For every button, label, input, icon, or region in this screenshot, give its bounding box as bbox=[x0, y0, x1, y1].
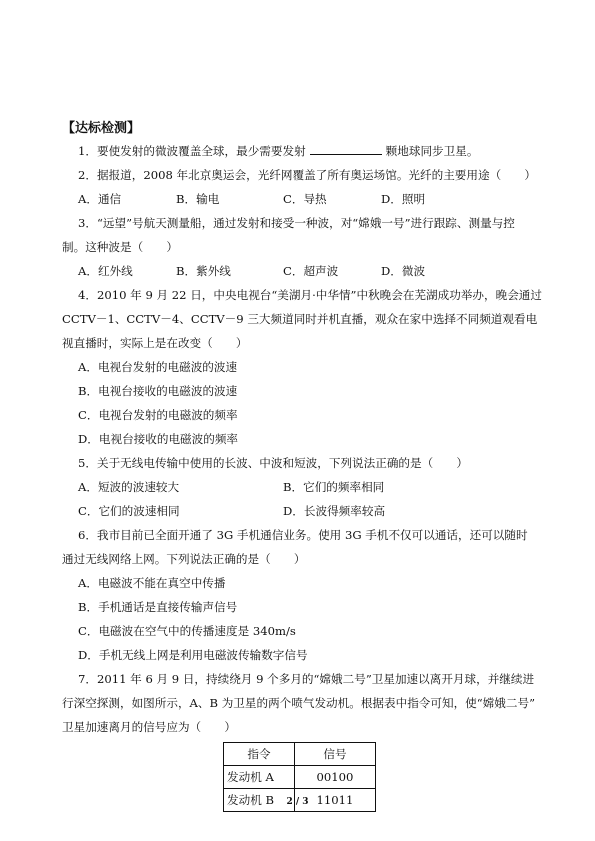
question-3-option-a: A．红外线 bbox=[78, 264, 133, 278]
question-3-stem-line-2: 制。这种波是（ ） bbox=[62, 240, 178, 254]
question-2-stem: 2．据报道，2008 年北京奥运会，光纤网覆盖了所有奥运场馆。光纤的主要用途（ ） bbox=[78, 168, 536, 182]
table-cell-command: 发动机 A bbox=[224, 766, 295, 789]
question-5-option-d: D．长波得频率较高 bbox=[283, 504, 386, 518]
question-4-stem-line-3: 视直播时，实际上是在改变（ ） bbox=[62, 336, 248, 350]
section-title: 【达标检测】 bbox=[62, 121, 141, 136]
question-2-option-c: C．导热 bbox=[283, 192, 327, 206]
question-4-option-d: D．电视台接收的电磁波的频率 bbox=[78, 432, 239, 446]
question-3-option-c: C．超声波 bbox=[283, 264, 339, 278]
question-6-option-b: B．手机通话是直接传输声信号 bbox=[78, 600, 238, 614]
table-cell-command: 发动机 B bbox=[224, 789, 295, 812]
question-1-text-end: 颗地球同步卫星。 bbox=[385, 144, 479, 158]
table-cell-signal: 11011 bbox=[295, 789, 376, 812]
question-7-stem-line-1: 7．2011 年 6 月 9 日，持续绕月 9 个多月的“嫦娥二号”卫星加速以离开月球，并继续进 bbox=[78, 672, 535, 686]
table-cell-signal: 00100 bbox=[295, 766, 376, 789]
question-6-option-c: C．电磁波在空气中的传播速度是 340m/s bbox=[78, 624, 296, 638]
table-row bbox=[224, 766, 376, 789]
question-4-stem-line-1: 4．2010 年 9 月 22 日，中央电视台“美湖月·中华情”中秋晚会在芜湖成功举办，晚会通过 bbox=[78, 288, 542, 302]
question-7-stem-line-3: 卫星加速离月的信号应为（ ） bbox=[62, 720, 236, 734]
page-number: 2 / 3 bbox=[286, 797, 309, 807]
question-2-option-a: A．通信 bbox=[78, 192, 122, 206]
question-2-option-d: D．照明 bbox=[381, 192, 426, 206]
table-header-signal: 信号 bbox=[295, 743, 376, 766]
question-5-stem: 5．关于无线电传输中使用的长波、中波和短波，下列说法正确的是（ ） bbox=[78, 456, 468, 470]
table-header-command: 指令 bbox=[224, 743, 295, 766]
question-1 bbox=[78, 143, 478, 159]
answer-blank bbox=[310, 143, 382, 155]
question-1-text: 1．要使发射的微波覆盖全球，最少需要发射 bbox=[78, 144, 306, 158]
question-5-option-a: A．短波的波速较大 bbox=[78, 480, 180, 494]
question-3-stem-line-1: 3．“远望”号航天测量船，通过发射和接受一种波，对“嫦娥一号”进行跟踪、测量与控 bbox=[78, 216, 515, 230]
question-5-option-c: C．它们的波速相同 bbox=[78, 504, 180, 518]
question-3-option-d: D．微波 bbox=[381, 264, 426, 278]
question-4-stem-line-2: CCTV－1、CCTV－4、CCTV－9 三大频道同时并机直播，观众在家中选择不同频道观看电 bbox=[62, 312, 538, 326]
question-5-option-b: B．它们的频率相同 bbox=[283, 480, 385, 494]
question-6-option-a: A．电磁波不能在真空中传播 bbox=[78, 576, 226, 590]
question-4-option-b: B．电视台接收的电磁波的波速 bbox=[78, 384, 238, 398]
question-4-option-a: A．电视台发射的电磁波的波速 bbox=[78, 360, 238, 374]
question-3-option-b: B．紫外线 bbox=[176, 264, 231, 278]
table-header-row bbox=[224, 743, 376, 766]
question-6-stem-line-1: 6．我市目前已全面开通了 3G 手机通信业务。使用 3G 手机不仅可以通话，还可以随时 bbox=[78, 528, 528, 542]
question-4-option-c: C．电视台发射的电磁波的频率 bbox=[78, 408, 238, 422]
question-6-stem-line-2: 通过无线网络上网。下列说法正确的是（ ） bbox=[62, 552, 306, 566]
question-7-stem-line-2: 行深空探测，如图所示，A、B 为卫星的两个喷气发动机。根据表中指令可知，使“嫦娥二号” bbox=[62, 696, 535, 710]
question-6-option-d: D．手机无线上网是利用电磁波传输数字信号 bbox=[78, 648, 308, 662]
question-2-option-b: B．输电 bbox=[176, 192, 220, 206]
